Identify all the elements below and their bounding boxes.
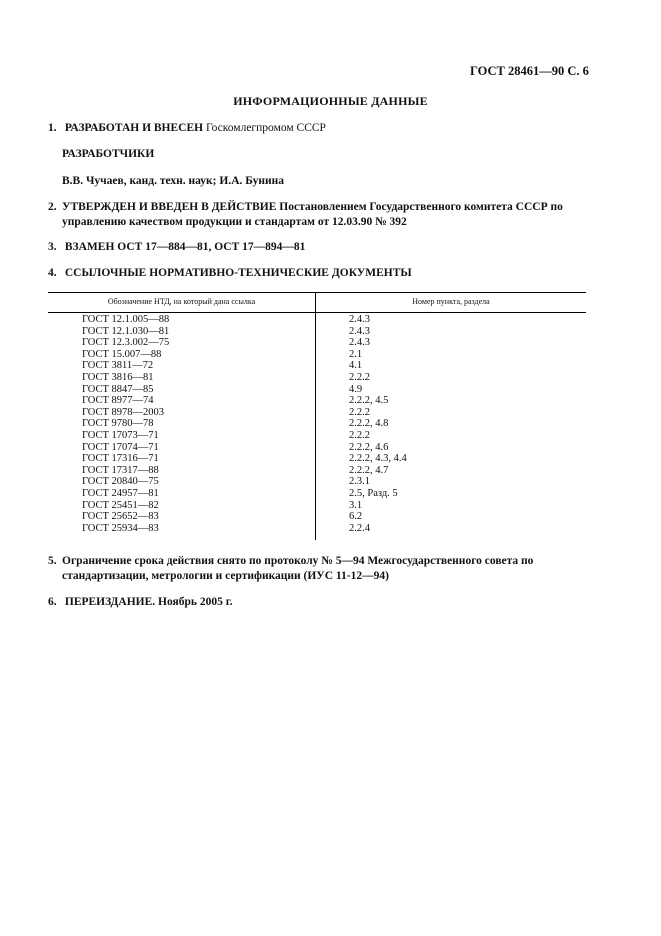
table-cell-clause: 2.1 [349,348,363,360]
table-column-divider [315,292,316,540]
table-cell-designation: ГОСТ 25934—83 [82,522,159,534]
item-6-text: Ноябрь 2005 г. [155,596,233,608]
table-cell-designation: ГОСТ 12.3.002—75 [82,337,170,349]
item-6 [48,595,586,610]
item-2-heading: УТВЕРЖДЕН И ВВЕДЕН В ДЕЙСТВИЕ [62,201,277,213]
table-cell-designation: ГОСТ 9780—78 [82,418,154,430]
table-header-rule [48,312,586,313]
item-1-text: Госкомлегпромом СССР [203,122,326,134]
table-cell-clause: 2.4.3 [349,325,370,337]
page-title: ИНФОРМАЦИОННЫЕ ДАННЫЕ [233,94,428,108]
table-cell-designation: ГОСТ 17317—88 [82,464,159,476]
table-cell-clause: 2.5, Разд. 5 [349,488,398,499]
table-header-designation: Обозначение НТД, на который дана ссылка [107,297,256,306]
item-1-heading: РАЗРАБОТАН И ВНЕСЕН [64,122,204,134]
table-cell-clause: 2.4.3 [349,314,370,325]
table-cell-designation: ГОСТ 20840—75 [82,476,159,488]
table-cell-designation: ГОСТ 8977—74 [82,395,154,407]
table-cell-designation: ГОСТ 3816—81 [82,372,154,383]
table-cell-designation: ГОСТ 12.1.030—81 [82,325,170,337]
table-cell-clause: 6.2 [349,511,363,523]
table-cell-clause: 2.3.1 [349,476,370,488]
table-cell-designation: ГОСТ 3811—72 [82,360,154,372]
item-4 [48,266,586,281]
table-cell-designation: ГОСТ 24957—81 [82,488,159,499]
item-1-number: 1. [48,122,57,134]
item-3-heading: ВЗАМЕН ОСТ 17—884—81, ОСТ 17—894—81 [64,241,306,253]
item-3 [48,240,586,255]
table-cell-designation: ГОСТ 12.1.005—88 [82,314,170,325]
item-2-number: 2. [48,201,57,213]
table-cell-clause: 2.2.2, 4.8 [349,418,389,430]
table-cell-clause: 2.2.2, 4.6 [349,441,389,453]
item-2-text: Постановлением Государственного комитета СССР по управлению качеством продукции и стандартам от 12.03.90 № 392 [62,201,563,228]
table-cell-clause: 2.2.2, 4.5 [349,395,389,407]
page-header: ГОСТ 28461—90 С. 6 [470,64,589,78]
table-cell-clause: 4.1 [349,360,363,372]
table-cell-designation: ГОСТ 17074—71 [82,441,159,453]
table-cell-designation: ГОСТ 8978—2003 [82,406,165,418]
table-cell-designation: ГОСТ 25652—83 [82,511,159,523]
item-4-number: 4. [48,267,57,279]
table-cell-clause: 4.9 [349,383,363,395]
developers-heading: РАЗРАБОТЧИКИ [62,148,155,160]
item-2 [48,200,586,228]
table-cell-designation: ГОСТ 15.007—88 [82,348,162,360]
table-cell-designation: ГОСТ 17316—71 [82,453,159,465]
item-3-number: 3. [48,241,57,253]
table-cell-clause: 2.4.3 [349,337,370,349]
table-cell-clause: 3.1 [349,499,363,511]
item-6-heading: ПЕРЕИЗДАНИЕ. [64,596,156,608]
table-cell-clause: 2.2.2, 4.3, 4.4 [349,453,407,465]
item-1 [48,121,586,136]
item-4-heading: ССЫЛОЧНЫЕ НОРМАТИВНО-ТЕХНИЧЕСКИЕ ДОКУМЕНТЫ [64,267,412,279]
table-top-rule [48,292,586,293]
table-header-clause: Номер пункта, раздела [412,297,490,306]
item-5-text: Ограничение срока действия снято по протоколу № 5—94 Межгосударственного совета по стандартизации, метрологии и сертификации (ИУС 11-12—94) [62,555,534,582]
item-6-number: 6. [48,596,57,608]
item-5-number: 5. [48,555,57,567]
table-cell-clause: 2.2.2, 4.7 [349,464,389,476]
table-cell-designation: ГОСТ 8847—85 [82,383,154,395]
table-cell-clause: 2.2.2 [349,372,370,383]
table-cell-clause: 2.2.2 [349,406,370,418]
table-cell-clause: 2.2.2 [349,430,370,441]
item-5 [48,554,586,582]
table-cell-designation: ГОСТ 25451—82 [82,499,159,511]
table-cell-designation: ГОСТ 17073—71 [82,430,159,441]
table-cell-clause: 2.2.4 [349,522,370,534]
developers-names: В.В. Чучаев, канд. техн. наук; И.А. Бунина [62,175,284,187]
